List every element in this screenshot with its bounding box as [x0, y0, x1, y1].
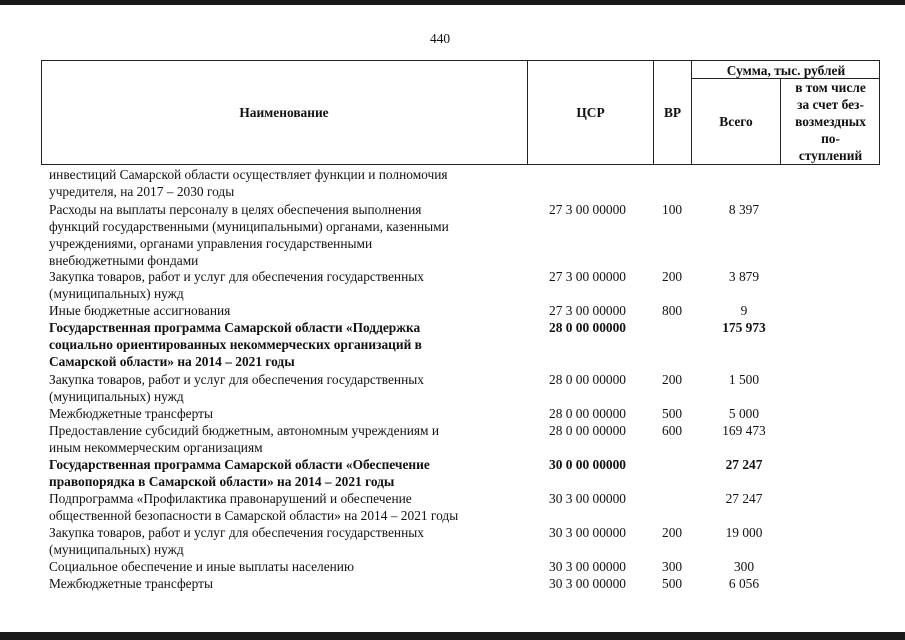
row-total: 5 000 [728, 406, 760, 421]
row-name-line: учредителя, на 2017 – 2030 годы [49, 184, 235, 199]
row-name-line: (муниципальных) нужд [49, 389, 184, 404]
row-name-line: внебюджетными фондами [49, 253, 199, 268]
row-name-line: общественной безопасности в Самарской области» на 2014 – 2021 годы [49, 508, 459, 523]
row-total: 3 879 [728, 269, 760, 284]
page-number: 440 [430, 31, 451, 46]
row-csr: 28 0 00 00000 [549, 320, 626, 335]
row-total: 8 397 [728, 202, 760, 217]
row-name-line: иным некоммерческим организациям [49, 440, 263, 455]
header-bottom-rule [41, 164, 880, 165]
header-including [781, 79, 880, 164]
header-total: Всего [719, 114, 753, 129]
header-sum: Сумма, тыс. рублей [726, 63, 846, 78]
row-total: 300 [733, 559, 755, 574]
row-name-line: социально ориентированных некоммерческих организаций в [49, 337, 422, 352]
row-total: 19 000 [725, 525, 763, 540]
row-name-line: инвестиций Самарской области осуществляет функции и полномочия [49, 167, 448, 182]
header-name: Наименование [239, 105, 329, 120]
row-csr: 28 0 00 00000 [549, 406, 626, 421]
row-csr: 27 3 00 00000 [549, 303, 626, 318]
row-csr: 27 3 00 00000 [549, 269, 626, 284]
row-name [49, 268, 529, 302]
bottom-scan-border [0, 632, 905, 640]
row-name-line: Межбюджетные трансферты [49, 406, 213, 421]
header-including-line: в том числе [795, 80, 866, 95]
row-name-line: Закупка товаров, работ и услуг для обеспечения государственных [49, 269, 424, 284]
row-name [49, 422, 529, 456]
row-csr: 28 0 00 00000 [549, 372, 626, 387]
row-vr: 200 [662, 269, 683, 284]
row-csr: 30 3 00 00000 [549, 525, 626, 540]
row-name [49, 302, 529, 319]
row-csr: 30 3 00 00000 [549, 491, 626, 506]
row-name [49, 319, 529, 370]
row-name [49, 405, 529, 422]
row-name-line: учреждениями, органами управления государственными [49, 236, 373, 251]
header-including-line: ступлений [798, 148, 863, 163]
row-name-line: Закупка товаров, работ и услуг для обеспечения государственных [49, 372, 424, 387]
row-csr: 30 0 00 00000 [549, 457, 626, 472]
row-name-line: Иные бюджетные ассигнования [49, 303, 231, 318]
row-name-line: Самарской области» на 2014 – 2021 годы [49, 354, 295, 369]
row-name-line: Расходы на выплаты персоналу в целях обеспечения выполнения [49, 202, 422, 217]
row-csr: 28 0 00 00000 [549, 423, 626, 438]
row-name-line: Государственная программа Самарской области «Обеспечение [49, 457, 430, 472]
header-including-line: возмездных [795, 114, 866, 129]
row-csr: 30 3 00 00000 [549, 559, 626, 574]
row-name [49, 166, 529, 200]
row-vr: 200 [662, 525, 683, 540]
header-top-rule [41, 60, 880, 61]
row-total: 9 [740, 303, 748, 318]
row-total: 175 973 [722, 320, 766, 335]
row-vr: 800 [662, 303, 683, 318]
row-name-line: Государственная программа Самарской области «Поддержка [49, 320, 421, 335]
row-name-line: правопорядка в Самарской области» на 2014 – 2021 годы [49, 474, 395, 489]
row-name-line: Подпрограмма «Профилактика правонарушений и обеспечение [49, 491, 412, 506]
row-name [49, 201, 529, 269]
row-name-line: (муниципальных) нужд [49, 542, 184, 557]
header-including-line: по- [821, 131, 840, 146]
row-name [49, 558, 529, 575]
row-name-line: (муниципальных) нужд [49, 286, 184, 301]
row-vr: 300 [662, 559, 683, 574]
header-csr: ЦСР [576, 105, 605, 120]
row-name [49, 524, 529, 558]
row-vr: 100 [662, 202, 683, 217]
row-name-line: Социальное обеспечение и иные выплаты населению [49, 559, 354, 574]
row-csr: 30 3 00 00000 [549, 576, 626, 591]
row-name-line: Закупка товаров, работ и услуг для обеспечения государственных [49, 525, 424, 540]
row-vr: 500 [662, 406, 683, 421]
row-vr: 200 [662, 372, 683, 387]
row-vr: 500 [662, 576, 683, 591]
row-total: 1 500 [728, 372, 760, 387]
row-name [49, 371, 529, 405]
row-name-line: функций государственными (муниципальными) органами, казенными [49, 219, 449, 234]
top-scan-border [0, 0, 905, 5]
header-vr: ВР [663, 105, 682, 120]
row-total: 6 056 [728, 576, 760, 591]
header-including-line: за счет без- [797, 97, 864, 112]
row-total: 27 247 [725, 457, 763, 472]
row-total: 169 473 [722, 423, 766, 438]
row-name-line: Межбюджетные трансферты [49, 576, 213, 591]
row-vr: 600 [662, 423, 683, 438]
row-name [49, 490, 529, 524]
row-total: 27 247 [725, 491, 763, 506]
row-name-line: Предоставление субсидий бюджетным, автономным учреждениям и [49, 423, 440, 438]
row-name [49, 575, 529, 592]
row-csr: 27 3 00 00000 [549, 202, 626, 217]
row-name [49, 456, 529, 490]
